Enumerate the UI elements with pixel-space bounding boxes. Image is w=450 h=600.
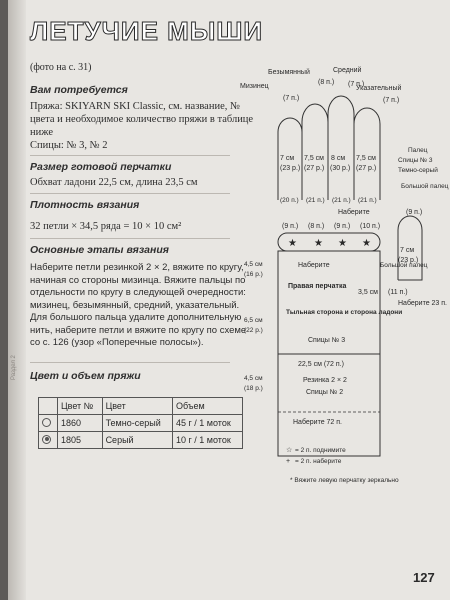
photo-reference: (фото на с. 31)	[30, 62, 92, 73]
finger-base-count: (21 п.)	[306, 197, 325, 204]
yarn-table	[38, 397, 243, 449]
finger-outline	[302, 104, 328, 200]
finger-rows: (27 р.)	[304, 165, 325, 172]
base-count: (8 п.)	[308, 223, 325, 230]
page-title: ЛЕТУЧИЕ МЫШИ	[30, 16, 264, 46]
thumb-needles: Спицы № 3	[398, 157, 433, 164]
side-length: 4,5 см	[244, 375, 263, 382]
finger-base-count: (21 п.)	[332, 197, 351, 204]
thumb-cm: 3,5 см	[358, 289, 378, 296]
thumb-gather: Наберите 23 п.	[398, 300, 448, 307]
spine-text: Раздел 2	[11, 355, 17, 380]
side-length: 6,5 см	[244, 317, 263, 324]
thumb-color: Темно-серый	[398, 167, 438, 174]
base-count: (10 п.)	[360, 223, 381, 230]
page-number: 127	[413, 570, 435, 585]
table-cell: 10 г / 1 моток	[173, 432, 243, 449]
finger-length: 7,5 см	[304, 155, 324, 162]
finger-top-count: (7 п.)	[348, 81, 365, 88]
finger-outline	[328, 96, 354, 200]
finger-rows: (27 р.)	[356, 165, 377, 172]
book-page	[8, 0, 450, 600]
gather-label: Наберите	[338, 209, 370, 216]
base-count: (9 п.)	[334, 223, 351, 230]
needles-2-label: Спицы № 2	[306, 389, 344, 396]
size-text: Обхват ладони 22,5 см, длина 23,5 см	[30, 177, 198, 188]
side-rows: (22 р.)	[244, 327, 263, 334]
rib-label: Резинка 2 × 2	[303, 377, 347, 384]
table-cell: Серый	[102, 432, 172, 449]
legend-star-icon: ☆	[286, 447, 293, 454]
finger-rows: (23 р.)	[280, 165, 301, 172]
star-icon: ★	[314, 238, 323, 249]
materials-heading: Вам потребуется	[30, 84, 128, 96]
thumb-rows: (23 р.)	[398, 257, 419, 264]
finger-length: 8 см	[331, 155, 346, 162]
density-text: 32 петли × 34,5 ряда = 10 × 10 см²	[30, 221, 182, 232]
finger-name: Мизинец	[240, 83, 269, 90]
page-spine	[8, 0, 26, 600]
needles-3-label: Спицы № 3	[308, 337, 346, 344]
big-thumb-label: Большой палец	[380, 262, 428, 269]
side-rows: (16 р.)	[244, 271, 263, 278]
size-heading: Размер готовой перчатки	[30, 161, 172, 173]
bottom-gather: Наберите 72 п.	[293, 419, 343, 426]
thumb-stitch-count: (11 п.)	[388, 289, 408, 296]
finger-base-count: (20 п.)	[280, 197, 299, 204]
divider	[30, 193, 230, 194]
density-heading: Плотность вязания	[30, 199, 140, 211]
needles-text: Спицы: № 3, № 2	[30, 140, 108, 151]
finger-length: 7,5 см	[356, 155, 376, 162]
table-cell: 1860	[58, 415, 103, 432]
table-row	[39, 432, 243, 449]
finger-name: Указательный	[356, 85, 402, 92]
legend-plus: = 2 п. наберите	[295, 458, 342, 465]
big-thumb-count: (9 п.)	[406, 209, 423, 216]
colors-heading: Цвет и объем пряжи	[30, 370, 141, 382]
legend-plus-icon: +	[286, 458, 291, 465]
materials-text: Пряжа: SKIYARN SKI Classic, см. название, № цвета и необходимое количество пряжи в таблице ниже	[30, 101, 254, 138]
table-header-cell: Объем	[173, 398, 243, 415]
width-label: 22,5 см (72 п.)	[298, 361, 344, 368]
table-cell: 1805	[58, 432, 103, 449]
thumb-label: Палец	[408, 147, 428, 154]
table-cell: 45 г / 1 моток	[173, 415, 243, 432]
table-cell	[39, 415, 58, 432]
finger-top-count: (7 п.)	[383, 97, 400, 104]
finger-name: Средний	[333, 67, 362, 74]
steps-text: Наберите петли резинкой 2 × 2, вяжите по кругу, начиная со стороны мизинца. Вяжите пальцы по отдельности по кругу в следующей очередности: мизинец, безымянный, средний, указательный. Для большого пальца удалите дополнительную нить, наберите петли и вяжите по кругу по схеме со с. 126 (узор «Поперечные полосы»).	[30, 262, 247, 348]
star-icon: ★	[338, 238, 347, 249]
legend-star: = 2 п. поднимите	[295, 447, 346, 454]
table-cell: Темно-серый	[102, 415, 172, 432]
radio-icon	[42, 418, 51, 427]
thumb-length: 7 см	[400, 247, 415, 254]
base-count: (9 п.)	[282, 223, 299, 230]
mirror-note: * Вяжите левую перчатку зеркально	[290, 477, 399, 484]
finger-rows: (30 р.)	[330, 165, 351, 172]
steps-heading: Основные этапы вязания	[30, 244, 169, 256]
finger-base-count: (21 п.)	[358, 197, 377, 204]
table-header-row	[39, 398, 243, 415]
finger-top-count: (8 п.)	[318, 79, 335, 86]
finger-top-count: (7 п.)	[283, 95, 300, 102]
side-rows: (18 р.)	[244, 385, 263, 392]
finger-name: Безымянный	[268, 69, 310, 76]
glove-diagram	[238, 60, 450, 500]
table-header-cell	[39, 398, 58, 415]
divider	[30, 155, 230, 156]
table-header-cell: Цвет	[102, 398, 172, 415]
big-thumb-label: Большой палец	[401, 183, 449, 190]
star-icon: ★	[362, 238, 371, 249]
side-length: 4,5 см	[244, 261, 263, 268]
radio-selected-icon	[42, 435, 51, 444]
table-cell	[39, 432, 58, 449]
right-glove-label: Правая перчатка	[288, 283, 347, 290]
finger-outline	[354, 108, 380, 200]
gather-label: Наберите	[298, 262, 330, 269]
star-icon: ★	[288, 238, 297, 249]
finger-length: 7 см	[280, 155, 295, 162]
table-row	[39, 415, 243, 432]
divider	[30, 238, 230, 239]
table-header-cell: Цвет №	[58, 398, 103, 415]
divider	[30, 362, 230, 363]
back-front-label: Тыльная сторона и сторона ладони	[286, 309, 403, 316]
